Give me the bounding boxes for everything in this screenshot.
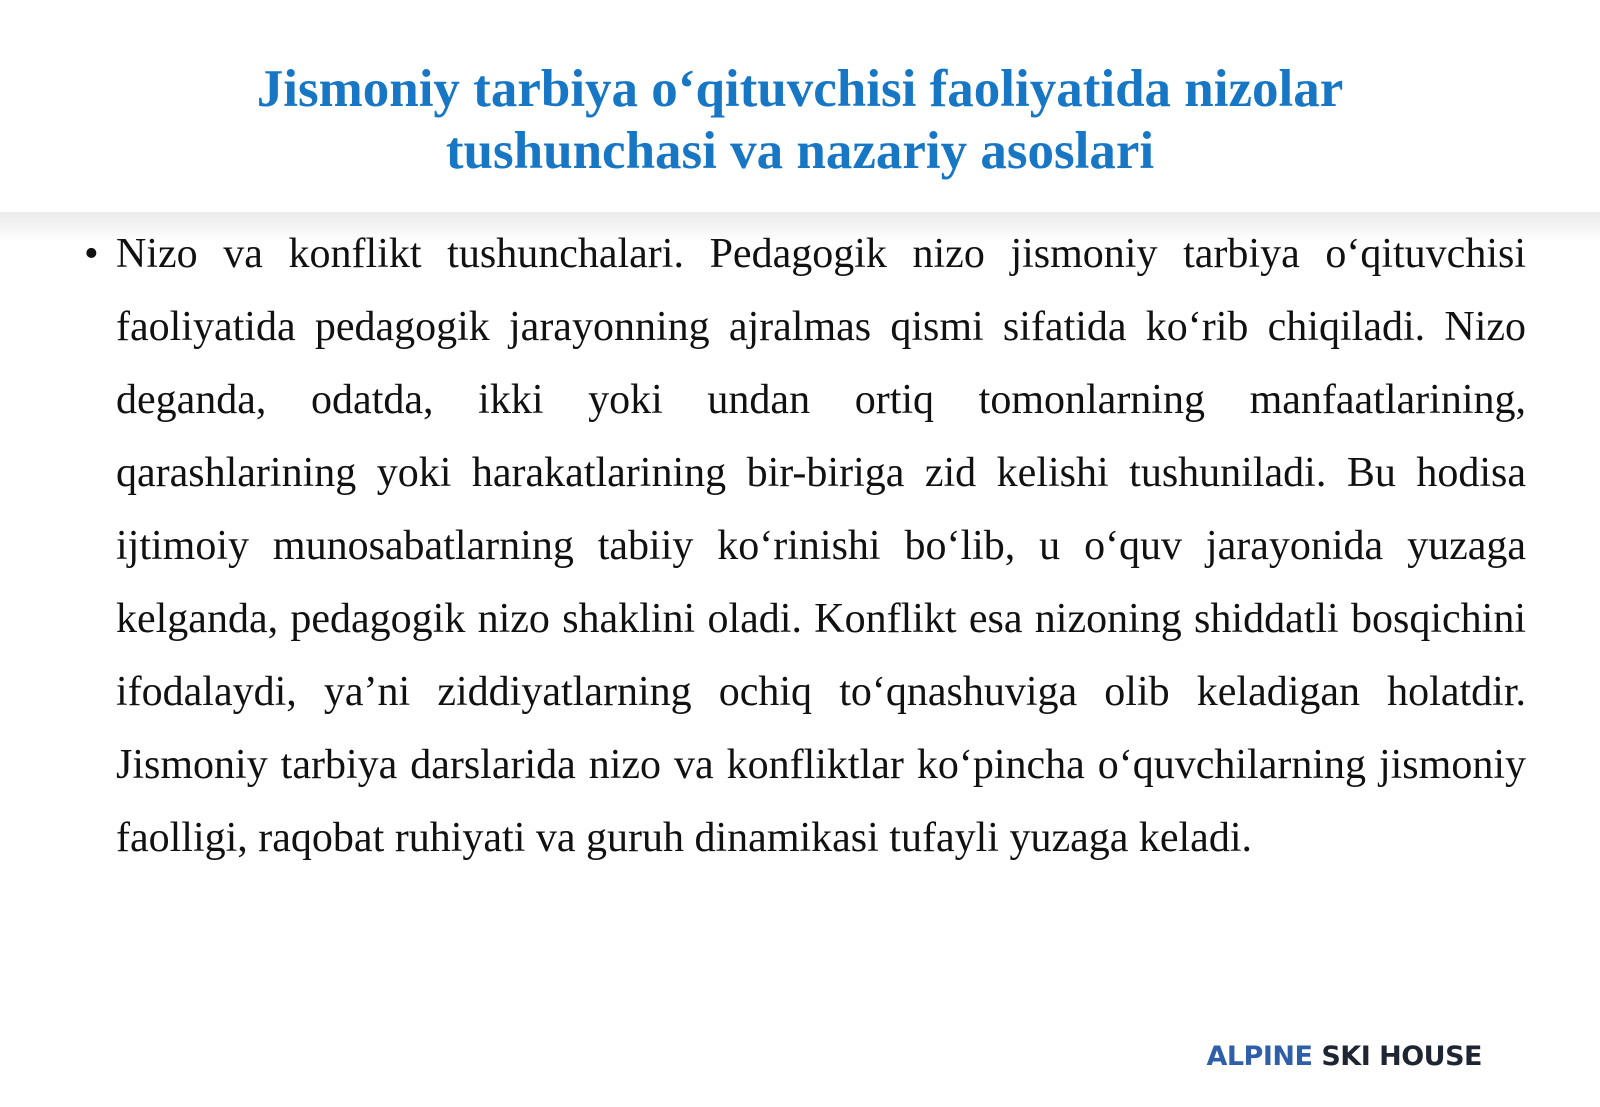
bullet-dot-icon: • bbox=[84, 231, 99, 277]
title-area bbox=[0, 0, 1600, 212]
bullet-item bbox=[84, 218, 1526, 875]
brand-ski-house-text: SKI HOUSE bbox=[1312, 1041, 1482, 1072]
bullet-text: Nizo va konflikt tushunchalari. Pedagogik nizo jismoniy tarbiya o‘qituvchisi faoliyatida pedagogik jarayonning ajralmas qismi sifatida ko‘rib chiqiladi. Nizo deganda, odatda, ikki yoki undan ortiq tomonlarning manfaatlarining, qarashlarining yoki harakatlarining bir-biriga zid kelishi tushuniladi. Bu hodisa ijtimoiy munosabatlarning tabiiy ko‘rinishi bo‘lib, u o‘quv jarayonida yuzaga kelganda, pedagogik nizo shaklini oladi. Konflikt esa nizoning shiddatli bosqichini ifodalaydi, ya’ni ziddiyatlarning ochiq to‘qnashuviga olib keladigan holatdir. Jismoniy tarbiya darslarida nizo va konfliktlar ko‘pincha o‘quvchilarning jismoniy faolligi, raqobat ruhiyati va guruh dinamikasi tufayli yuzaga keladi. bbox=[116, 231, 1526, 861]
slide-body bbox=[84, 218, 1526, 875]
brand-alpine-text: ALPINE bbox=[1206, 1041, 1313, 1072]
slide-title: Jismoniy tarbiya o‘qituvchisi faoliyatida nizolar tushunchasi va nazariy asoslari bbox=[256, 60, 1344, 180]
brand-logo bbox=[1206, 1040, 1482, 1074]
